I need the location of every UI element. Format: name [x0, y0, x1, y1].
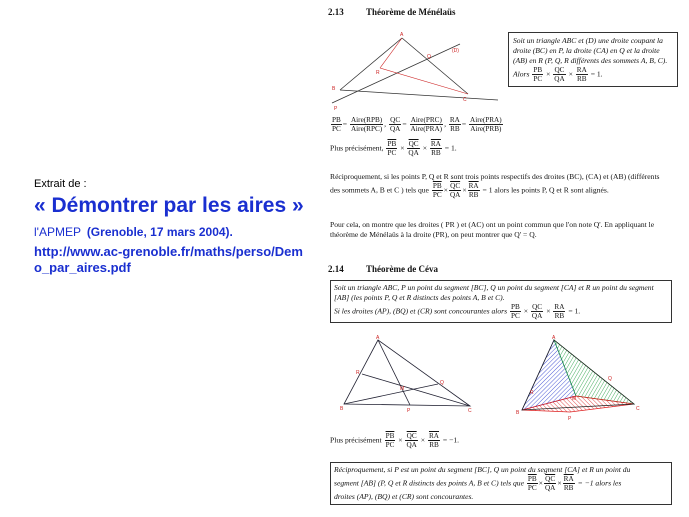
ceva-figure-1 [340, 334, 480, 414]
c1-label-q: Q [440, 380, 444, 386]
triangle-abc [344, 340, 470, 406]
aux-line-1 [380, 38, 402, 68]
ceva-figure-2 [510, 334, 660, 422]
source-caption [34, 178, 304, 276]
caption-org: l'APMEP [34, 225, 81, 239]
c2-label-b: B [516, 410, 520, 416]
label-r: R [376, 70, 380, 76]
menelaus-box-then: Alors [513, 69, 530, 79]
c1-label-b: B [340, 406, 344, 412]
label-q: Q [427, 54, 431, 60]
menelaus-section-number: 2.13 [328, 7, 344, 17]
ceva-converse-box: Réciproquement, si P est un point du segment [BC], Q un point du segment [CA] et R un point du segment [AB] (P, Q et R distincts des points A, B et C) tels que $\frac{\overline{PB}}{PC}$ × $\frac{\overline{QC}}{QA}$ × $\frac{\overline{RA}}{RB}$ = −1 alors les droites (AP), (BQ) et (CR) sont concourantes. [330, 462, 672, 505]
ceva-precisely: Plus précisément $\frac{\overline{PB}}{PC}$ × $\frac{\overline{QC}}{QA}$ × $\frac{\overline{RA}}{RB}$ = −1. [330, 432, 460, 449]
cevian-ap [378, 340, 410, 405]
menelaus-figure [330, 28, 502, 112]
secant-line-d [332, 44, 460, 103]
c1-label-p: P [407, 408, 411, 414]
c2-label-c: C [636, 406, 640, 412]
ceva-converse-3: = −1 alors les [577, 478, 622, 488]
menelaus-section-title: Théorème de Ménélaüs [366, 7, 456, 17]
ceva-converse-4: droites (AP), (BQ) et (CR) sont concourantes. [334, 492, 474, 501]
ceva-section-title: Théorème de Céva [366, 264, 438, 274]
frac-pb-pc: $\frac{PB}{PC}$ [533, 66, 543, 83]
c2-label-m: M [572, 396, 577, 402]
caption-title-text: « Démontrer par les aires » [34, 194, 304, 217]
menelaus-box-result: = 1. [590, 69, 603, 79]
menelaus-converse: Réciproquement, si les points P, Q et R sont trois points respectifs des droites (BC), (CA) et (AB) (différents des sommets A, B et C ) tels que $\frac{\overline{PB}}{PC}$ × $\frac{\overline{QC}}{QA}$ × $\frac{\overline{RA}}{RB}$ = 1 alors les points P, Q et R sont alignés. [330, 172, 660, 199]
caption-title [34, 194, 304, 244]
side-bc-extended [340, 90, 498, 100]
frac-ra-rb: $\frac{RA}{RB}$ [576, 66, 587, 83]
c1-label-r: R [356, 370, 360, 376]
menelaus-converse-proof: Pour cela, on montre que les droites ( PR ) et (AC) ont un point commun que l'on note Q'. En appliquant le théorème de Ménélaüs à la droite (PR), on peut montrer que Q' = Q. [330, 220, 655, 239]
c2-label-q: Q [608, 376, 612, 382]
menelaus-precisely: Plus précisément, $\frac{\overline{PB}}{PC}$ × $\frac{\overline{QC}}{QA}$ × $\frac{\overline{RA}}{RB}$ = 1. [330, 140, 457, 157]
menelaus-area-ratios: $\frac{PB}{PC}$ = $\frac{\text{Aire(RPB)}}{\text{Aire(RPC)}}$ , $\frac{QC}{QA}$ = $\frac{\text{Aire(PRC)}}{\text{Aire(PRA)}}$ , $\frac{RA}{RB}$ = $\frac{\text{Aire(PRA)}}{\text{Aire(PRB)}}$ [332, 116, 502, 133]
c1-label-a: A [376, 335, 380, 341]
aux-line-2 [380, 68, 468, 94]
menelaus-statement-box: Soit un triangle ABC et (D) une droite coupant la droite (BC) en P, la droite (CA) en Q et la droite (AB) en R (P, Q, R différents des sommets A, B, C). Alors $\frac{PB}{PC}$ × $\frac{QC}{QA}$ × $\frac{RA}{RB}$ = 1. [508, 32, 678, 87]
frac-qc-qa: $\frac{QC}{QA}$ [554, 66, 565, 83]
c2-label-r: R [530, 390, 534, 396]
label-c: C [463, 97, 467, 103]
c1-label-c: C [468, 408, 472, 414]
cevian-cr [362, 374, 470, 406]
caption-date: (Grenoble, 17 mars 2004). [86, 225, 233, 239]
ceva-box-statement: Soit un triangle ABC, P un point du segment [BC], Q un point du segment [CA] et R un point du segment [AB] (les points P, Q et R distincts des points A, B et C). [334, 283, 654, 302]
label-b: B [332, 86, 336, 92]
side-ba [340, 38, 402, 90]
menelaus-box-statement: Soit un triangle ABC et (D) une droite coupant la droite (BC) en P, la droite (CA) en Q et la droite (AB) en R (P, Q, R différents des sommets A, B, C). [513, 36, 668, 65]
ceva-section-number: 2.14 [328, 264, 344, 274]
label-p: P [334, 106, 338, 112]
cevian-bq [344, 384, 438, 404]
c1-label-m: M [400, 386, 405, 392]
c2-label-p: P [568, 416, 572, 422]
ceva-statement-box: Soit un triangle ABC, P un point du segment [BC], Q un point du segment [CA] et R un point du segment [AB] (les points P, Q et R distincts des points A, B et C). Si les droites (AP), (BQ) et (CR) sont concourantes alors $\frac{PB}{PC}$ × $\frac{QC}{QA}$ × $\frac{RA}{RB}$ = 1. [330, 280, 672, 323]
caption-url-link[interactable]: http://www.ac-grenoble.fr/maths/perso/Demo_par_aires.pdf [34, 244, 303, 275]
c2-label-a: A [552, 335, 556, 341]
label-d: (D) [452, 48, 459, 54]
label-a: A [400, 32, 404, 38]
ceva-box-concurrent: Si les droites (AP), (BQ) et (CR) sont concourantes alors [334, 306, 508, 316]
ceva-converse-2: segment [AB] (P, Q et R distincts des points A, B et C) tels que [334, 478, 524, 488]
ceva-converse-1: Réciproquement, si P est un point du segment [BC], Q un point du segment [CA] et R un point du [334, 465, 631, 474]
caption-intro: Extrait de : [34, 178, 87, 190]
